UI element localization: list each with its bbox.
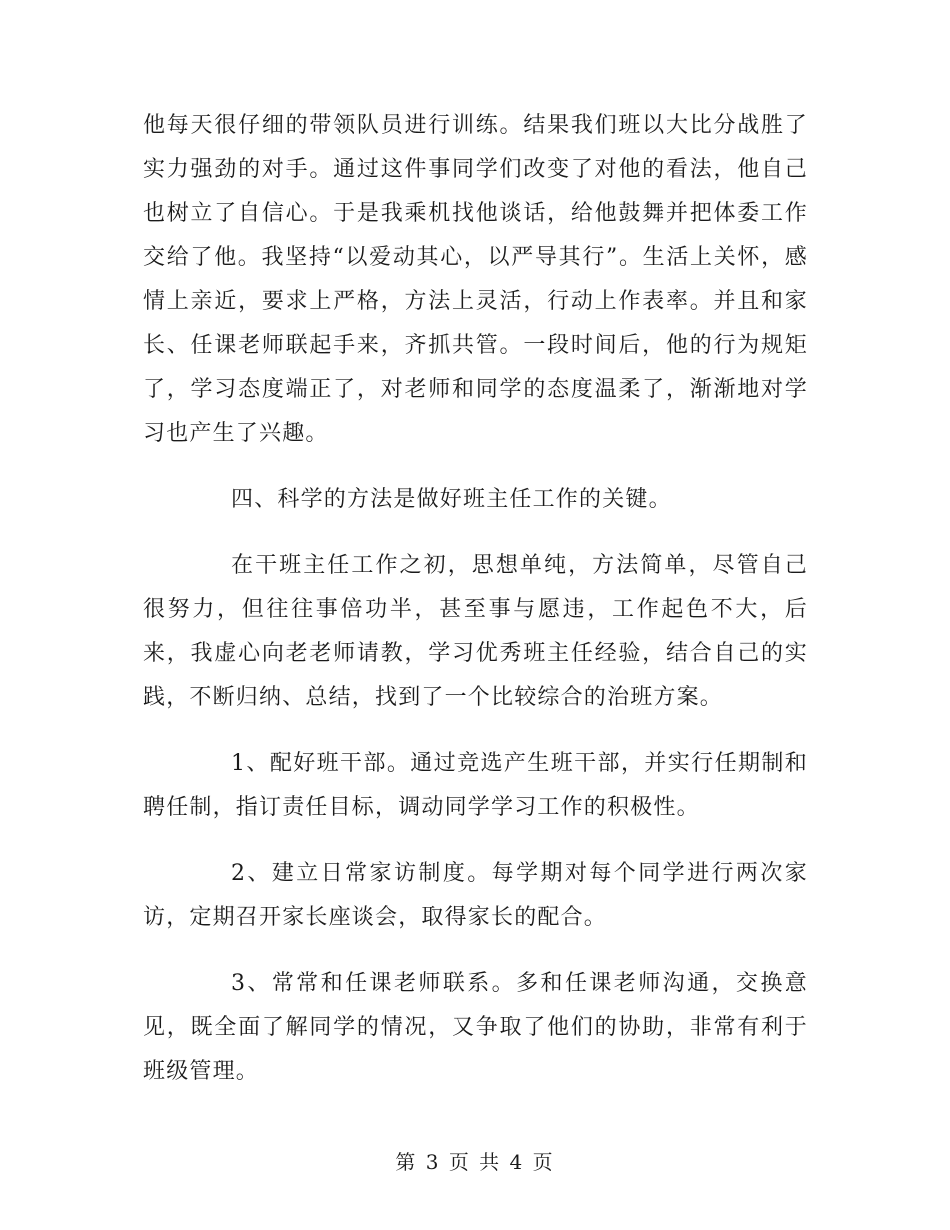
page-number-footer: 第 3 页 共 4 页 [395, 1150, 555, 1174]
list-item-home-visit: 2、建立日常家访制度。每学期对每个同学进行两次家访，定期召开家长座谈会，取得家长的配合。 [143, 861, 808, 930]
section-heading: 四、科学的方法是做好班主任工作的关键。 [231, 487, 672, 512]
paragraph-continuation: 他每天很仔细的带领队员进行训练。结果我们班以大比分战胜了实力强劲的对手。通过这件事同学们改变了对他的看法，他自己也树立了自信心。于是我乘机找他谈话，给他鼓舞并把体委工作交给了他。我坚持“以爱动其心，以严导其行”。生活上关怀，感情上亲近，要求上严格，方法上灵活，行动上作表率。并且和家长、任课老师联起手来，齐抓共管。一段时间后，他的行为规矩了，学习态度端正了，对老师和同学的态度温柔了，渐渐地对学习也产生了兴趣。 [143, 113, 808, 446]
list-item-teacher-contact: 3、常常和任课老师联系。多和任课老师沟通，交换意见，既全面了解同学的情况，又争取了他们的协助，非常有利于班级管理。 [143, 971, 808, 1084]
document-body [143, 104, 808, 1094]
list-item-class-cadre: 1、配好班干部。通过竞选产生班干部，并实行任期制和聘任制，指订责任目标，调动同学学习工作的积极性。 [143, 751, 808, 820]
paragraph-method-intro: 在干班主任工作之初，思想单纯，方法简单，尽管自己很努力，但往往事倍功半，甚至事与愿违，工作起色不大，后来，我虚心向老老师请教，学习优秀班主任经验，结合自己的实践，不断归纳、总结，找到了一个比较综合的治班方案。 [143, 553, 808, 710]
